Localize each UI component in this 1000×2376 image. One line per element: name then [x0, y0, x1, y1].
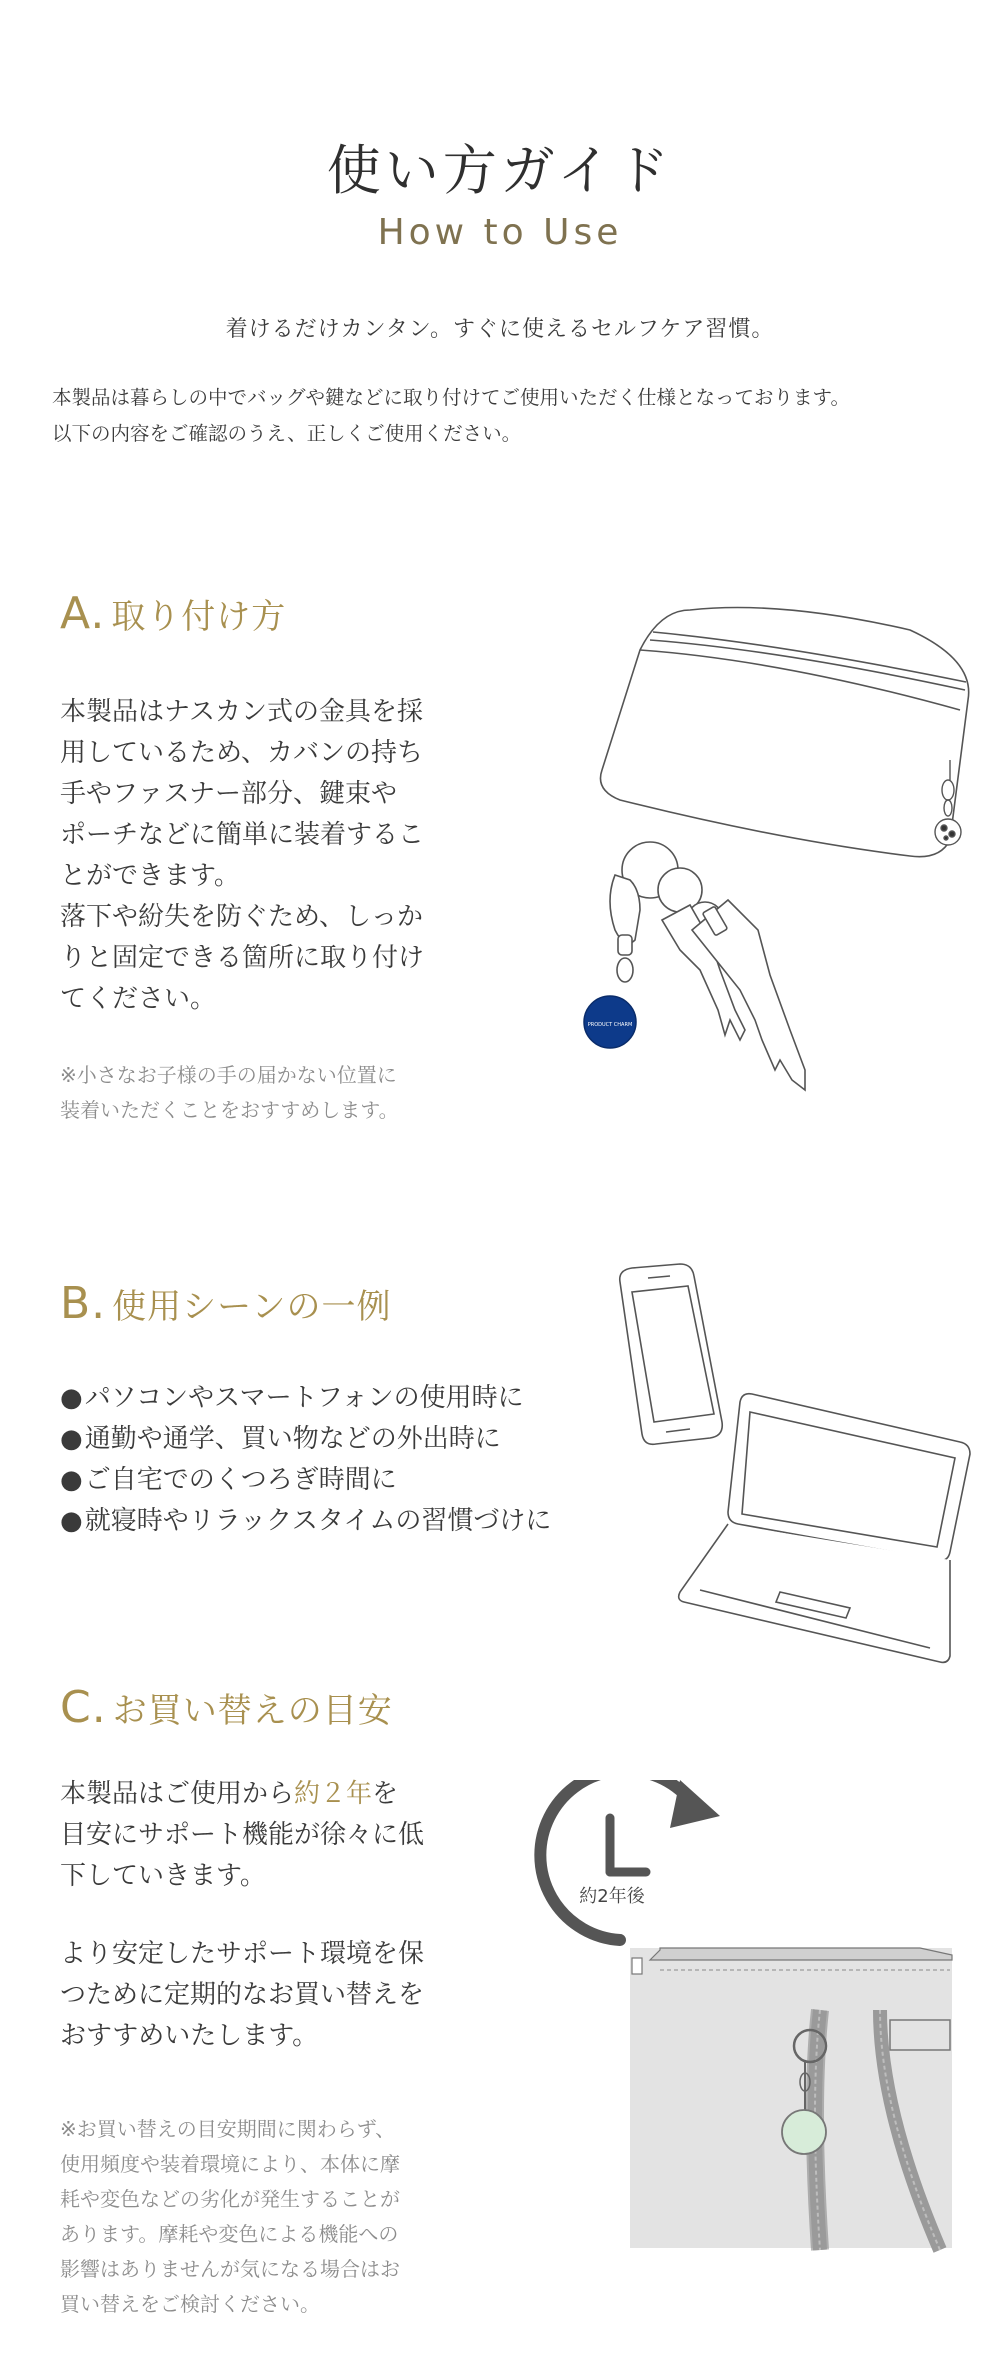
- bullet-icon: ●: [60, 1506, 83, 1536]
- intro-text: [52, 380, 982, 452]
- body-line: 用しているため、カバンの持ち: [60, 738, 423, 768]
- list-item: ●ご自宅でのくつろぎ時間に: [60, 1465, 397, 1495]
- body-line: より安定したサポート環境を保: [60, 1939, 425, 1969]
- section-c-title: お買い替えの目安: [112, 1691, 393, 1731]
- section-b-title: 使用シーンの一例: [112, 1287, 392, 1327]
- body-line: 手やファスナー部分、鍵束や: [60, 779, 397, 809]
- body-line: ポーチなどに簡単に装着するこ: [60, 820, 425, 850]
- body-line: とができます。: [60, 861, 240, 891]
- body-line: 本製品はご使用から約２年を: [60, 1779, 399, 1809]
- body-line: てください。: [60, 984, 217, 1014]
- scene-list: [60, 1378, 660, 1542]
- note-line: ※小さなお子様の手の届かない位置に: [60, 1063, 397, 1087]
- section-a-note: [60, 1058, 480, 1128]
- navy-charm-icon: [584, 996, 636, 1048]
- list-item: ●パソコンやスマートフォンの使用時に: [60, 1383, 524, 1413]
- clock-hands-icon: [610, 1818, 646, 1872]
- clock-arrow-icon: [540, 1780, 690, 1940]
- carabiner-icon: [610, 875, 640, 982]
- intro-line: 本製品は暮らしの中でバッグや鍵などに取り付けてご使用いただく仕様となっております。: [52, 386, 850, 409]
- section-c-letter: C.: [60, 1682, 107, 1733]
- key-icon: [662, 900, 805, 1090]
- body-line: 下していきます。: [60, 1861, 266, 1891]
- body-line: 目安にサポート機能が徐々に低: [60, 1820, 425, 1850]
- section-c-note: [60, 2112, 480, 2322]
- bullet-icon: ●: [60, 1424, 83, 1454]
- bullet-icon: ●: [60, 1465, 83, 1495]
- clock-label: 約2年後: [579, 1886, 645, 1907]
- intro-line: 以下の内容をご確認のうえ、正しくご使用ください。: [52, 422, 522, 445]
- tagline: 着けるだけカンタン。すぐに使えるセルフケア習慣。: [225, 317, 775, 342]
- charm-label: PRODUCT CHARM: [587, 1022, 633, 1028]
- section-a-body: [60, 692, 480, 1020]
- pouch-icon: [600, 608, 968, 857]
- section-b-heading: [60, 1278, 392, 1329]
- body-line: 本製品はナスカン式の金具を採: [60, 697, 423, 727]
- note-line: あります。摩耗や変色による機能への: [60, 2222, 399, 2246]
- section-c-body-2: [60, 1934, 480, 2057]
- note-line: 使用頻度や装着環境により、本体に摩: [60, 2152, 400, 2176]
- list-item: ●通勤や通学、買い物などの外出時に: [60, 1424, 501, 1454]
- section-a-title: 取り付け方: [111, 597, 287, 637]
- page-subtitle: How to Use: [377, 212, 623, 253]
- list-item: ●就寝時やリラックスタイムの習慣づけに: [60, 1506, 552, 1536]
- bullet-icon: ●: [60, 1383, 83, 1413]
- body-line: おすすめいたします。: [60, 2021, 319, 2051]
- section-c-body: [60, 1774, 480, 1897]
- note-line: 耗や変色などの劣化が発生することが: [60, 2187, 400, 2211]
- body-line: りと固定できる箇所に取り付け: [60, 943, 425, 973]
- devices-illustration: [610, 1262, 980, 1682]
- note-line: ※お買い替えの目安期間に関わらず、: [60, 2117, 396, 2141]
- section-a-heading: [60, 588, 286, 639]
- section-c-heading: [60, 1682, 393, 1733]
- note-line: 買い替えをご検討ください。: [60, 2292, 320, 2316]
- bag-icon: [630, 1948, 952, 2250]
- smartphone-icon: [620, 1264, 723, 1444]
- section-a-letter: A.: [60, 588, 106, 639]
- body-line: 落下や紛失を防ぐため、しっか: [60, 902, 423, 932]
- note-line: 装着いただくことをおすすめします。: [60, 1098, 399, 1122]
- page-title: 使い方ガイド: [326, 139, 674, 202]
- pouch-and-keys-illustration: [580, 590, 980, 1110]
- note-line: 影響はありませんが気になる場合はお: [60, 2257, 400, 2281]
- section-b-letter: B.: [60, 1278, 107, 1329]
- replacement-period: 約２年: [294, 1779, 373, 1809]
- laptop-icon: [679, 1394, 970, 1663]
- replacement-illustration: [520, 1780, 960, 2260]
- body-line: つために定期的なお買い替えを: [60, 1980, 425, 2010]
